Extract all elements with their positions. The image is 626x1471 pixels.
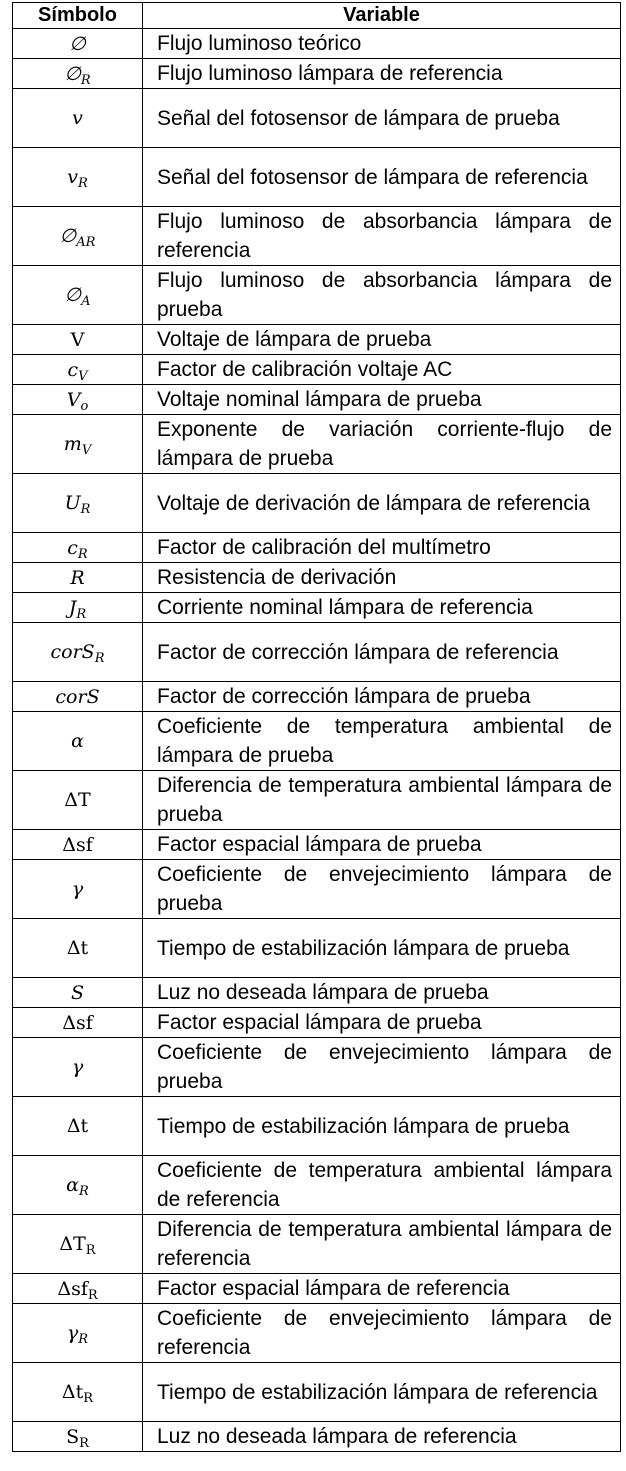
symbol-column-header: Símbolo — [13, 3, 143, 29]
table-row — [13, 29, 621, 59]
table-row — [13, 712, 621, 771]
symbol-subscript: R — [83, 1391, 94, 1406]
symbol-base: ∅ — [59, 225, 77, 247]
symbol-base: c — [67, 536, 78, 559]
table-row — [13, 385, 621, 415]
table-row — [13, 1215, 621, 1274]
symbol-base: V — [70, 328, 85, 351]
symbol-cell — [13, 474, 143, 533]
variable-cell: Tiempo de estabilización lámpara de referencia — [143, 1363, 621, 1422]
table-row — [13, 830, 621, 860]
symbol-base: ΔT — [59, 1233, 86, 1255]
symbol-base: v — [72, 107, 83, 129]
symbol-subscript: R — [80, 502, 91, 517]
variable-cell: Voltaje de derivación de lámpara de referencia — [143, 474, 621, 533]
variable-cell: Coeficiente de envejecimiento lámpara de prueba — [143, 1038, 621, 1097]
symbol-base: m — [63, 433, 82, 455]
table-row — [13, 1008, 621, 1038]
symbol-base: ΔT — [64, 789, 91, 811]
symbol-subscript: R — [85, 1243, 96, 1258]
table-row — [13, 1274, 621, 1304]
symbol-cell — [13, 1274, 143, 1304]
symbol-subscript: R — [80, 72, 91, 88]
variable-column-header: Variable — [143, 3, 621, 29]
table-row — [13, 1363, 621, 1422]
symbol-subscript: R — [94, 651, 105, 666]
variable-cell: Coeficiente de envejecimiento lámpara de referencia — [143, 1304, 621, 1363]
symbol-cell — [13, 355, 143, 385]
symbol-cell — [13, 830, 143, 860]
symbol-base: Δsf — [62, 1011, 93, 1034]
symbol-base: γ — [71, 1056, 84, 1078]
table-row — [13, 1304, 621, 1363]
symbol-base: corS — [50, 641, 95, 663]
symbol-base: ∅ — [64, 62, 81, 85]
header-row — [13, 3, 621, 29]
symbol-base: Δsf — [62, 833, 93, 856]
symbol-base: Δt — [66, 937, 89, 959]
symbol-base: R — [70, 566, 85, 589]
table-row — [13, 325, 621, 355]
table-row — [13, 355, 621, 385]
variable-cell: Corriente nominal lámpara de referencia — [143, 593, 621, 623]
table-row — [13, 148, 621, 207]
variable-cell: Diferencia de temperatura ambiental lámpara de prueba — [143, 771, 621, 830]
symbol-base: J — [68, 596, 77, 619]
variable-cell: Factor espacial lámpara de prueba — [143, 830, 621, 860]
variable-cell: Factor de calibración voltaje AC — [143, 355, 621, 385]
symbol-base: c — [67, 358, 79, 381]
symbol-cell — [13, 563, 143, 593]
variable-cell: Coeficiente de envejecimiento lámpara de prueba — [143, 860, 621, 919]
symbol-base: ∅ — [64, 284, 82, 306]
table-row — [13, 771, 621, 830]
symbol-cell — [13, 1363, 143, 1422]
symbol-cell — [13, 771, 143, 830]
symbol-base: S — [70, 981, 85, 1004]
symbol-cell — [13, 415, 143, 474]
symbol-cell — [13, 623, 143, 682]
table-row — [13, 682, 621, 712]
variable-cell: Tiempo de estabilización lámpara de prueba — [143, 919, 621, 978]
table-row — [13, 919, 621, 978]
variable-cell: Señal del fotosensor de lámpara de referencia — [143, 148, 621, 207]
symbol-cell — [13, 1008, 143, 1038]
variable-cell: Voltaje nominal lámpara de prueba — [143, 385, 621, 415]
symbol-base: v — [67, 166, 78, 188]
variable-cell: Factor espacial lámpara de referencia — [143, 1274, 621, 1304]
table-row — [13, 1422, 621, 1452]
table-row — [13, 593, 621, 623]
symbol-base: ∅ — [69, 32, 86, 55]
symbol-cell — [13, 1304, 143, 1363]
symbol-subscript: V — [78, 368, 88, 384]
symbol-cell — [13, 1038, 143, 1097]
variable-cell: Flujo luminoso teórico — [143, 29, 621, 59]
symbol-cell — [13, 29, 143, 59]
table-row — [13, 474, 621, 533]
symbol-subscript: R — [87, 1287, 98, 1303]
symbol-base: α — [66, 1174, 80, 1196]
variable-cell: Flujo luminoso lámpara de referencia — [143, 59, 621, 89]
variable-cell: Luz no deseada lámpara de prueba — [143, 978, 621, 1008]
symbol-subscript: V — [81, 443, 92, 458]
symbol-subscript: R — [77, 176, 88, 191]
symbol-cell — [13, 533, 143, 563]
table-row — [13, 623, 621, 682]
variable-cell: Diferencia de temperatura ambiental lámpara de referencia — [143, 1215, 621, 1274]
symbol-base: V — [66, 388, 81, 411]
variable-cell: Factor de calibración del multímetro — [143, 533, 621, 563]
table-row — [13, 978, 621, 1008]
symbol-cell — [13, 1422, 143, 1452]
symbol-base: γ — [71, 878, 84, 900]
symbol-subscript: R — [77, 546, 88, 562]
table-row — [13, 1156, 621, 1215]
symbol-subscript: R — [79, 1435, 89, 1451]
symbols-table — [12, 2, 621, 1452]
symbol-subscript: o — [80, 398, 89, 414]
symbol-cell — [13, 682, 143, 712]
symbol-cell — [13, 860, 143, 919]
variable-cell: Coeficiente de temperatura ambiental de lámpara de prueba — [143, 712, 621, 771]
symbol-subscript: R — [76, 606, 87, 622]
symbol-base: U — [64, 492, 81, 514]
variable-cell: Exponente de variación corriente-flujo de lámpara de prueba — [143, 415, 621, 474]
symbol-cell — [13, 1215, 143, 1274]
variable-cell: Factor espacial lámpara de prueba — [143, 1008, 621, 1038]
symbol-subscript: A — [81, 294, 91, 309]
table-body — [13, 29, 621, 1452]
symbol-subscript: AR — [76, 235, 96, 250]
variable-cell: Voltaje de lámpara de prueba — [143, 325, 621, 355]
symbol-cell — [13, 148, 143, 207]
symbol-subscript: R — [79, 1184, 89, 1199]
symbol-subscript: R — [78, 1332, 89, 1347]
table-row — [13, 207, 621, 266]
variable-cell: Resistencia de derivación — [143, 563, 621, 593]
table-row — [13, 89, 621, 148]
symbol-cell — [13, 919, 143, 978]
symbol-cell — [13, 266, 143, 325]
symbol-cell — [13, 1097, 143, 1156]
table-row — [13, 1097, 621, 1156]
table-row — [13, 563, 621, 593]
symbol-base: corS — [55, 685, 100, 708]
table-row — [13, 533, 621, 563]
table-row — [13, 860, 621, 919]
symbol-base: Δt — [66, 1115, 89, 1137]
table-row — [13, 266, 621, 325]
symbol-cell — [13, 59, 143, 89]
symbol-cell — [13, 593, 143, 623]
variable-cell: Luz no deseada lámpara de referencia — [143, 1422, 621, 1452]
symbol-cell — [13, 207, 143, 266]
symbol-cell — [13, 385, 143, 415]
symbol-cell — [13, 325, 143, 355]
variable-cell: Factor de corrección lámpara de referencia — [143, 623, 621, 682]
symbol-cell — [13, 712, 143, 771]
table-row — [13, 59, 621, 89]
table-row — [13, 415, 621, 474]
variable-cell: Señal del fotosensor de lámpara de prueba — [143, 89, 621, 148]
variable-cell: Flujo luminoso de absorbancia lámpara de prueba — [143, 266, 621, 325]
symbol-base: Δt — [61, 1381, 84, 1403]
variable-cell: Factor de corrección lámpara de prueba — [143, 682, 621, 712]
symbol-base: S — [66, 1425, 80, 1448]
symbol-cell — [13, 89, 143, 148]
variable-cell: Tiempo de estabilización lámpara de prueba — [143, 1097, 621, 1156]
symbol-cell — [13, 1156, 143, 1215]
table-row — [13, 1038, 621, 1097]
symbol-base: α — [71, 730, 84, 752]
variable-cell: Flujo luminoso de absorbancia lámpara de referencia — [143, 207, 621, 266]
symbol-cell — [13, 978, 143, 1008]
variable-cell: Coeficiente de temperatura ambiental lámpara de referencia — [143, 1156, 621, 1215]
symbol-base: γ — [66, 1322, 79, 1344]
symbol-base: Δsf — [57, 1277, 88, 1300]
